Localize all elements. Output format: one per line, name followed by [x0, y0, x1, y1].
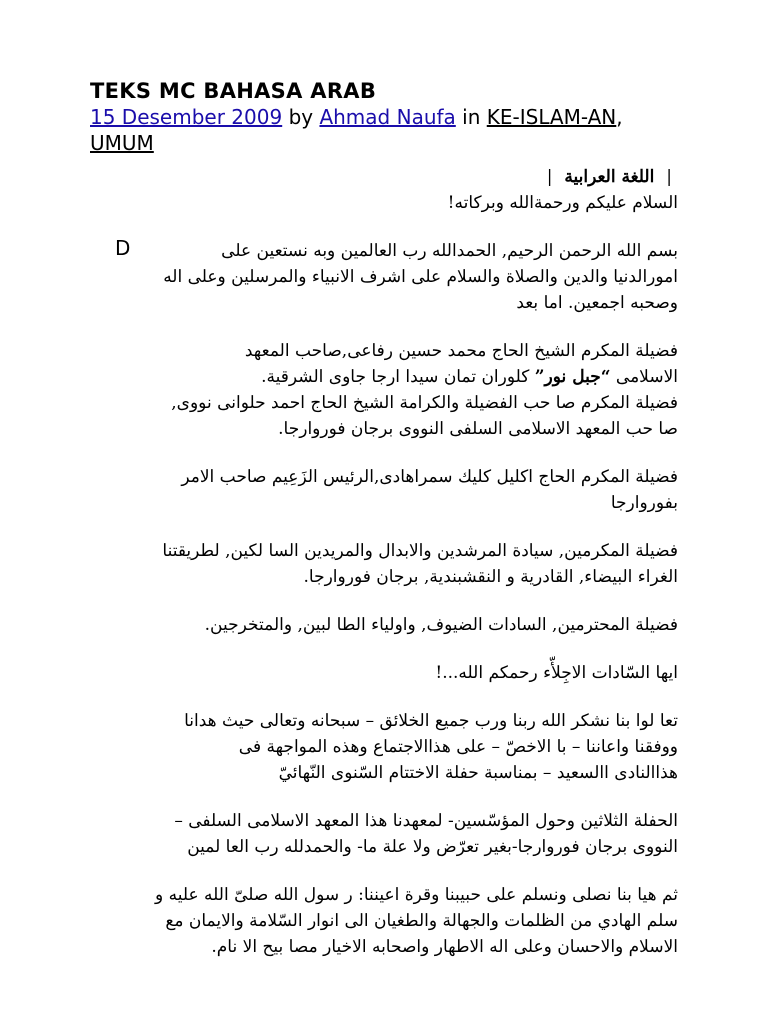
paragraph-line: فضيلة المحترمين, السادات الضيوف, واولياء الطا لبين, والمتخرجين.	[204, 615, 678, 635]
d-mark: D	[115, 236, 131, 260]
arabic-heading	[90, 164, 678, 190]
date-link[interactable]: 15 Desember 2009	[90, 105, 283, 129]
paragraph-salawat	[90, 882, 678, 960]
in-text: in	[462, 105, 481, 129]
by-text: by	[288, 105, 314, 129]
paragraph-opening	[90, 238, 678, 316]
arabic-heading-text: اللغة العرابية	[564, 167, 655, 187]
paragraph-line: الحفلة الثلاثين وحول المؤسّسين- لمعهدنا هذا المعهد الاسلامى السلفى –	[174, 811, 678, 831]
paragraph-line	[90, 364, 678, 390]
line-part: كلوران تمان سيدا ارجا جاوى الشرقية.	[261, 367, 535, 387]
heading-bar-left: |	[546, 167, 553, 187]
institution-name: “جبل نور”	[534, 367, 611, 387]
category-separator: ,	[616, 105, 623, 129]
paragraph-line: ثم هيا بنا نصلى ونسلم على حبيبنا وقرة اعيننا: ر سول الله صلىّ الله عليه و	[154, 885, 678, 905]
paragraph-line: تعا لوا بنا نشكر الله ربنا ورب جميع الخلائق – سبحانه وتعالى حيث هدانا	[184, 711, 678, 731]
paragraph-line: ووفقنا واعاننا – با الاخصّ – على هذاالاجتماع وهذه المواجهة فى	[238, 737, 678, 757]
paragraph-line: فضيلة المكرم الشيخ الحاج محمد حسين رفاعى,صاحب المعهد	[244, 341, 678, 361]
heading-bar-right: |	[666, 167, 672, 187]
category-link-ke-islam-an[interactable]: KE-ISLAM-AN	[486, 105, 617, 129]
paragraph-line: فضيلة المكرم صا حب الفضيلة والكرامة الشيخ الحاج احمد حلوانى نووى,	[171, 393, 678, 413]
greeting: السلام عليكم ورحمةالله وبركاته!	[447, 193, 678, 213]
paragraph-line: النووى برجان فوروارجا-بغير تعرّض ولا علة ما- والحمدلله رب العا لمين	[187, 837, 678, 857]
line-part: الاسلامى	[610, 367, 678, 387]
paragraph-line: ايها السّادات الاجِلأّء رحمكم الله...!	[435, 663, 678, 683]
paragraph-line: وصحبه اجمعين. اما بعد	[516, 293, 678, 313]
paragraph-line: بفوروارجا	[610, 493, 678, 513]
paragraph-line: صا حب المعهد الاسلامى السلفى النووى برجان فوروارجا.	[278, 419, 678, 439]
paragraph-line: فضيلة المكرم الحاج اكليل كليك سمراهادى,الرئيس الزَعِيم صاحب الامر	[181, 467, 678, 487]
author-link[interactable]: Ahmad Naufa	[319, 105, 456, 129]
category-link-umum[interactable]: UMUM	[90, 131, 154, 155]
paragraph-line: امورالدنيا والدين والصلاة والسلام على اشرف الانبياء والمرسلين وعلى اله	[163, 267, 678, 287]
page-title: TEKS MC BAHASA ARAB	[90, 79, 377, 103]
paragraph-line: الاسلام والاحسان وعلى اله الاطهار واصحابه الاخيار مصا بيح الا نام.	[211, 937, 678, 957]
paragraph-honorifics-1	[90, 338, 678, 442]
paragraph-gratitude	[90, 708, 678, 786]
paragraph-line: بسم الله الرحمن الرحيم, الحمدالله رب العالمين وبه نستعين على	[221, 241, 678, 261]
paragraph-line: سلم الهادي من الظلمات والجهالة والطغيان الى انوار السّلامة والايمان مع	[165, 911, 678, 931]
byline	[90, 104, 678, 156]
paragraph-line: هذاالنادى االسعيد – بمناسبة حفلة الاختتام السّنوى النّهائيّ	[278, 763, 678, 783]
paragraph-honorifics-3	[90, 538, 678, 590]
paragraph-line: فضيلة المكرمين, سيادة المرشدين والابدال والمريدين السا لكين, لطريقتنا	[162, 541, 678, 561]
paragraph-address	[90, 660, 678, 686]
document-page	[90, 78, 678, 960]
paragraph-honorifics-2	[90, 464, 678, 516]
paragraph-anniversary	[90, 808, 678, 860]
paragraph-line: الغراء البيضاء, القادرية و النقشبندية, برجان فوروارجا.	[303, 567, 678, 587]
paragraph-guests	[90, 612, 678, 638]
